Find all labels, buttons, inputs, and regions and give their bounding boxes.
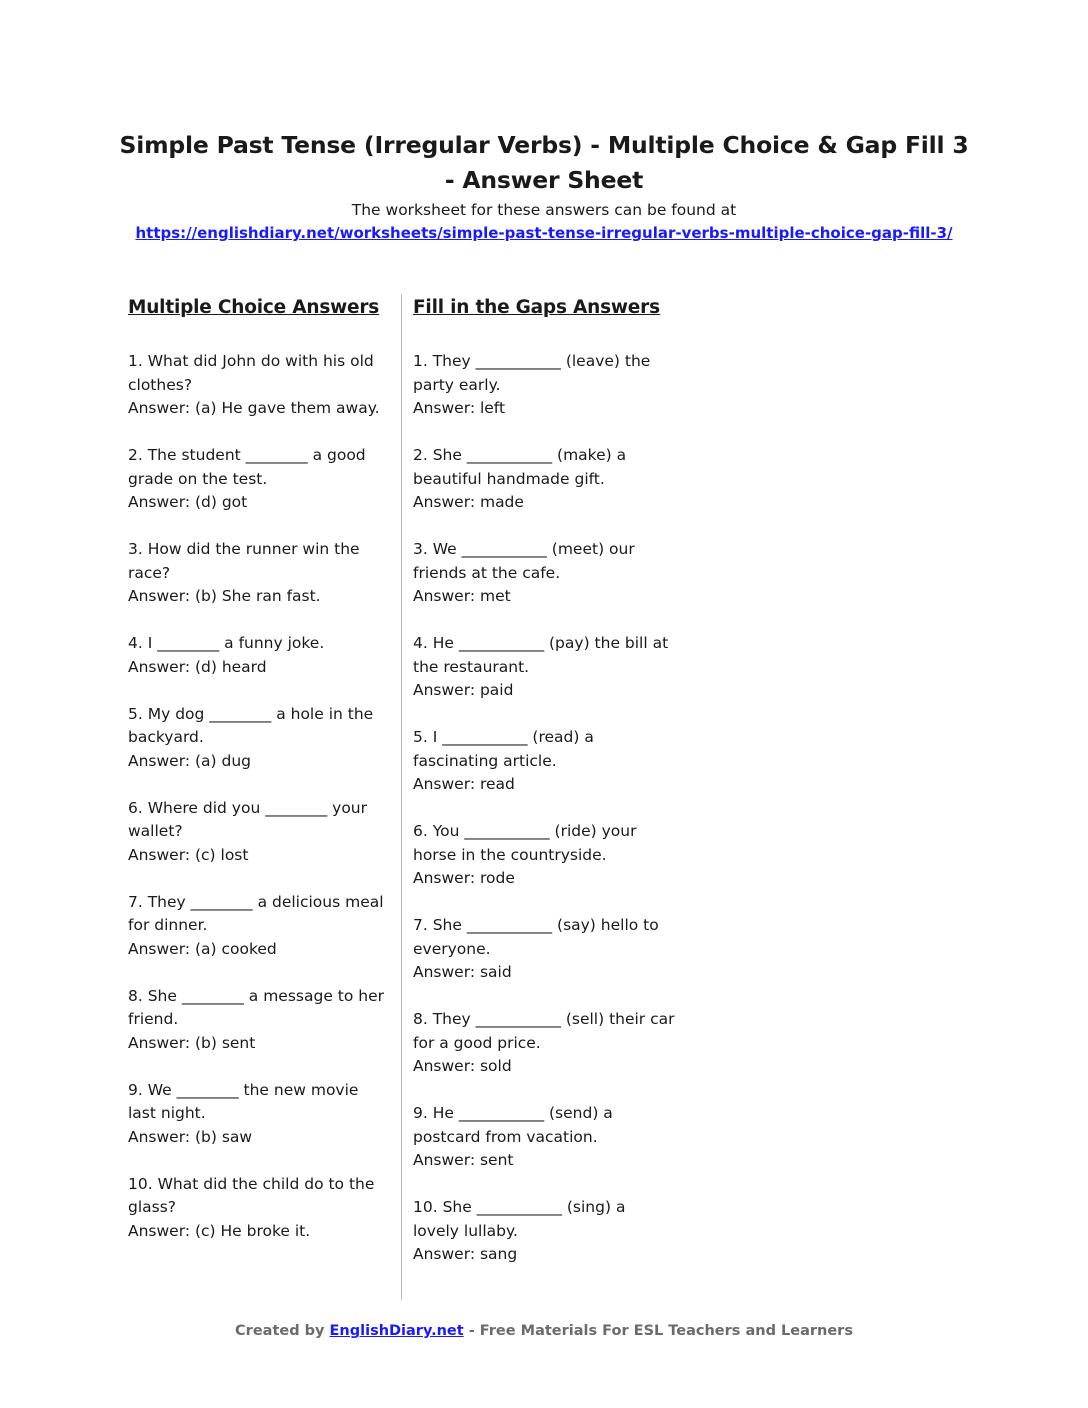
gap-answer: Answer: made (413, 493, 524, 511)
title-line-2: - Answer Sheet (444, 166, 644, 194)
gap-question: 6. You ___________ (ride) your horse in the countryside. (413, 822, 637, 864)
mc-answer: Answer: (b) She ran fast. (128, 587, 321, 605)
mc-answer: Answer: (a) dug (128, 751, 251, 770)
mc-answer: Answer: (c) lost (128, 845, 249, 864)
gap-answer: Answer: paid (413, 681, 514, 699)
footer (0, 1320, 1088, 1342)
footer-prefix: Created by (235, 1323, 330, 1339)
multiple-choice-heading: Multiple Choice Answers (128, 297, 380, 318)
gap-item-5 (413, 726, 675, 797)
gap-question: 3. We ___________ (meet) our friends at the cafe. (413, 540, 635, 582)
mc-item-5 (128, 703, 390, 774)
gap-item-9 (413, 1102, 675, 1173)
gap-fill-heading: Fill in the Gaps Answers (413, 297, 660, 318)
gap-answer: Answer: said (413, 963, 512, 981)
gap-item-8 (413, 1008, 675, 1079)
mc-answer: Answer: (b) sent (128, 1033, 256, 1052)
gap-item-10 (413, 1196, 675, 1267)
gap-question: 5. I ___________ (read) a fascinating article. (413, 728, 594, 770)
page-title (110, 128, 978, 198)
gap-answer: Answer: rode (413, 869, 515, 887)
worksheet-link[interactable]: https://englishdiary.net/worksheets/simple-past-tense-irregular-verbs-multiple-choice-gap-fill-3/ (135, 224, 953, 242)
gap-question: 4. He ___________ (pay) the bill at the restaurant. (413, 634, 669, 676)
subtitle: The worksheet for these answers can be found at (351, 201, 737, 219)
gap-question: 10. She ___________ (sing) a lovely lullaby. (413, 1198, 626, 1240)
mc-answer: Answer: (d) got (128, 493, 248, 511)
gap-item-2 (413, 444, 675, 515)
mc-question: 1. What did John do with his old clothes? (128, 352, 374, 394)
mc-answer: Answer: (a) He gave them away. (128, 399, 380, 417)
gap-answer: Answer: sent (413, 1151, 514, 1169)
title-line-1: Simple Past Tense (Irregular Verbs) - Multiple Choice & Gap Fill 3 (119, 131, 969, 159)
mc-item-8 (128, 985, 390, 1056)
gap-answer: Answer: met (413, 587, 511, 605)
mc-question: 10. What did the child do to the glass? (128, 1174, 375, 1216)
mc-item-4 (128, 632, 390, 679)
gap-item-6 (413, 820, 675, 891)
mc-item-9 (128, 1079, 390, 1150)
mc-answer: Answer: (a) cooked (128, 939, 277, 958)
mc-answer: Answer: (b) saw (128, 1127, 253, 1146)
mc-question: 9. We ________ the new movie last night. (128, 1080, 359, 1122)
mc-answer: Answer: (c) He broke it. (128, 1221, 311, 1240)
gap-item-3 (413, 538, 675, 609)
gap-item-7 (413, 914, 675, 985)
mc-question: 5. My dog ________ a hole in the backyard. (128, 704, 374, 746)
multiple-choice-column (128, 294, 390, 1267)
footer-suffix: - Free Materials For ESL Teachers and Learners (463, 1323, 853, 1339)
column-divider (401, 294, 402, 1300)
gap-question: 8. They ___________ (sell) their car for a good price. (413, 1010, 675, 1052)
mc-item-2 (128, 444, 390, 515)
mc-question: 4. I ________ a funny joke. (128, 634, 325, 652)
gap-answer: Answer: left (413, 399, 506, 417)
footer-site-link[interactable]: EnglishDiary.net (329, 1323, 464, 1339)
mc-question: 2. The student ________ a good grade on the test. (128, 446, 366, 488)
mc-answer: Answer: (d) heard (128, 657, 267, 676)
gap-fill-column (413, 294, 675, 1290)
gap-item-1 (413, 350, 675, 421)
gap-answer: Answer: read (413, 775, 515, 793)
gap-question: 2. She ___________ (make) a beautiful handmade gift. (413, 446, 627, 488)
mc-question: 6. Where did you ________ your wallet? (128, 798, 367, 840)
gap-question: 7. She ___________ (say) hello to everyone. (413, 916, 659, 958)
gap-question: 9. He ___________ (send) a postcard from vacation. (413, 1104, 613, 1146)
mc-item-3 (128, 538, 390, 609)
gap-question: 1. They ___________ (leave) the party early. (413, 352, 651, 394)
mc-question: 8. She ________ a message to her friend. (128, 986, 384, 1028)
gap-answer: Answer: sold (413, 1057, 512, 1075)
mc-item-10 (128, 1173, 390, 1244)
gap-item-4 (413, 632, 675, 703)
mc-item-7 (128, 891, 390, 962)
mc-item-1 (128, 350, 390, 421)
mc-item-6 (128, 797, 390, 868)
mc-question: 3. How did the runner win the race? (128, 540, 360, 582)
mc-question: 7. They ________ a delicious meal for dinner. (128, 892, 384, 934)
gap-answer: Answer: sang (413, 1245, 518, 1263)
